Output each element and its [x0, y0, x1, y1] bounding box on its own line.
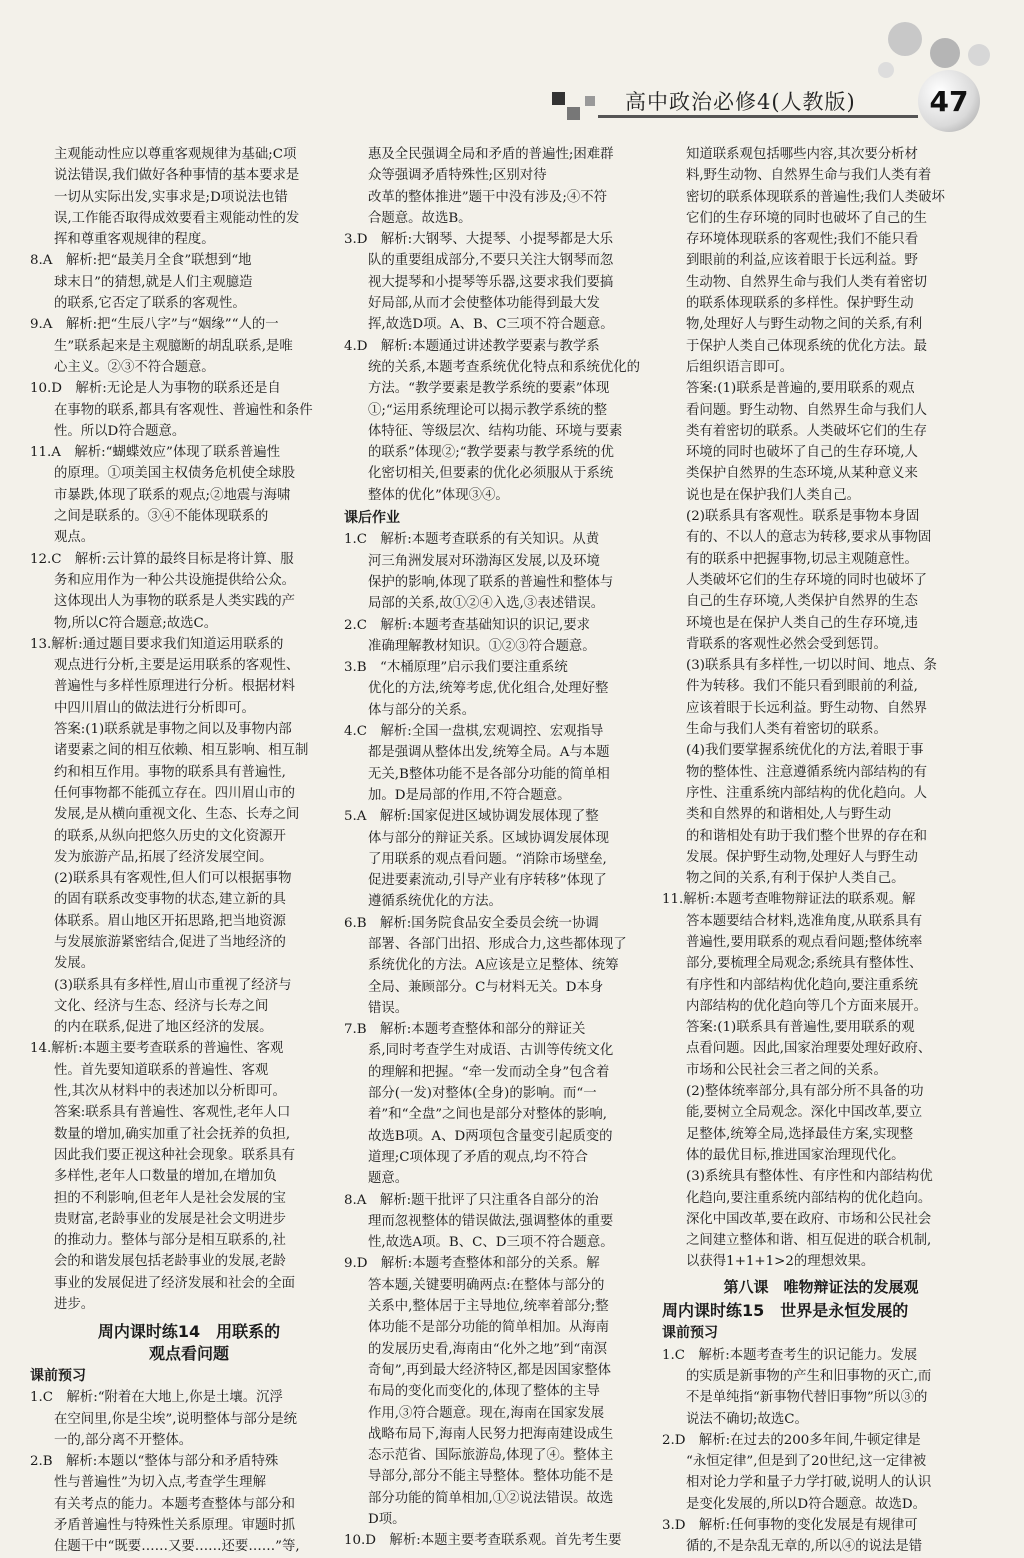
text-line: 4.C 解析:全国一盘棋,宏观调控、宏观指导	[344, 724, 604, 740]
text-line: 因此我们要正视这种社会现象。联系具有	[54, 1147, 296, 1163]
text-line: 序性、注重系统内部结构的优化趋向。人	[686, 785, 928, 801]
text-line: 8.A 解析:题干批评了只注重各自部分的治	[344, 1192, 599, 1208]
text-line: 发展,是从横向重视文化、生态、长寿之间	[54, 807, 300, 823]
text-line: 背联系的客观性必然会受到惩罚。	[686, 636, 887, 652]
text-line: 14.解析:本题主要考查联系的普遍性、客观	[30, 1041, 284, 1057]
text-line: 体与部分的关系。	[368, 702, 476, 718]
text-line: 错误。	[368, 1000, 409, 1016]
answer-text	[662, 506, 980, 655]
text-line: 10.D 解析:本题主要考查联系观。首先考生要	[344, 1533, 622, 1549]
text-line: (3)联系具有多样性,眉山市重视了经济与	[54, 977, 292, 993]
text-line: 发展。保护野生动物,处理好人与野生动	[686, 849, 918, 865]
answer-item	[344, 1019, 662, 1189]
text-line: 关系中,整体居于主导地位,统率着部分;整	[368, 1299, 609, 1315]
text-line: 奇甸”,再到最大经济特区,都是因国家整体	[368, 1362, 611, 1378]
text-line: 性与普遍性”为切入点,考查学生理解	[54, 1475, 266, 1491]
answer-text	[662, 1166, 980, 1272]
text-line: 的实质是新事物的产生和旧事物的灭亡,而	[686, 1368, 932, 1384]
text-line: 7.B 解析:本题考查整体和部分的辩证关	[344, 1022, 586, 1038]
answer-item	[30, 250, 348, 314]
answer-text	[662, 740, 980, 889]
paragraph	[30, 144, 348, 250]
text-line: 的原理。①项美国主权债务危机使全球股	[54, 466, 296, 482]
text-line: 误,工作能否取得成效要看主观能动性的发	[54, 210, 300, 226]
decor-bubble	[930, 38, 960, 68]
answer-item	[30, 1451, 348, 1557]
text-line: 理而忽视整体的错误做法,强调整体的重要	[368, 1213, 614, 1229]
lesson-heading: 第八课 唯物辩证法的发展观	[723, 1277, 919, 1296]
text-line: 性,故选A项。B、C、D三项不符合题意。	[368, 1235, 614, 1251]
answer-item	[30, 634, 348, 719]
decor-square	[585, 96, 595, 106]
text-line: 足整体,统筹全局,选择最佳方案,实现整	[686, 1126, 914, 1142]
text-line: 市场和公民社会三者之间的关系。	[686, 1062, 887, 1078]
text-line: 故选B项。A、D两项包含量变引起质变的	[368, 1128, 613, 1144]
text-line: (2)联系具有客观性。联系是事物本身固	[686, 509, 920, 525]
text-line: ①;“运用系统理论可以揭示教学系统的整	[368, 402, 607, 418]
text-line: (2)联系具有客观性,但人们可以根据事物	[54, 871, 292, 887]
decor-bubble	[888, 22, 922, 56]
text-line: 无关,B整体功能不是各部分功能的简单相	[368, 766, 610, 782]
text-line: 5.A 解析:国家促进区域协调发展体现了整	[344, 809, 599, 825]
text-line: 循的,不是杂乱无章的,所以④的说法是错	[686, 1539, 923, 1555]
text-line: 这体现出人为事物的联系是人类实践的产	[54, 594, 296, 610]
text-line: 10.D 解析:无论是人为事物的联系还是自	[30, 381, 281, 397]
text-line: 的联系,从纵向把悠久历史的文化资源开	[54, 828, 286, 844]
text-line: 生命与我们人类有着密切的联系。	[686, 722, 887, 738]
text-line: 队的重要组成部分,不要只关注大钢琴而忽	[368, 253, 614, 269]
text-line: 与发展旅游紧密结合,促进了当地经济的	[54, 934, 286, 950]
text-line: 部署、各部门出招、形成合力,这些都体现了	[368, 936, 627, 952]
text-line: 在空间里,你是尘埃”,说明整体与部分是统	[54, 1411, 297, 1427]
page-header	[0, 0, 1024, 140]
text-line: 到眼前的利益,应该着眼于长远利益。野	[686, 253, 918, 269]
text-line: 能,要树立全局观念。深化中国改革,要立	[686, 1105, 923, 1121]
text-line: 一的,部分离不开整体。	[54, 1432, 193, 1448]
text-line: 3.B “木桶原理”启示我们要注重系统	[344, 660, 568, 676]
text-line: 战略布局下,海南人民努力把海南建设成生	[368, 1426, 614, 1442]
text-line: 贵财富,老龄事业的发展是社会文明进步	[54, 1211, 286, 1227]
text-line: 部分,要梳理全局观念;系统具有整体性、	[686, 956, 923, 972]
column-1	[30, 144, 348, 1558]
text-line: 视大提琴和小提琴等乐器,这要求我们要搞	[368, 274, 614, 290]
text-line: 密切的联系体现联系的普遍性;我们人类破坏	[686, 189, 945, 205]
text-line: 2.B 解析:本题以“整体与部分和矛盾特殊	[30, 1454, 279, 1470]
text-line: 人类破坏它们的生存环境的同时也破坏了	[686, 572, 928, 588]
answer-item	[344, 1190, 662, 1254]
text-line: 加。D是局部的作用,不符合题意。	[368, 787, 571, 803]
text-line: 进步。	[54, 1297, 95, 1313]
text-line: 以获得1+1+1>2的理想效果。	[686, 1254, 875, 1270]
text-line: 于保护人类自己体现系统的优化方法。最	[686, 338, 928, 354]
text-line: 统的关系,本题考查系统优化特点和系统优化的	[368, 359, 641, 375]
text-line: 类有着密切的联系。人类破坏它们的生存	[686, 423, 928, 439]
text-line: 8.A 解析:把“最美月全食”联想到“地	[30, 253, 252, 269]
text-line: 知道联系观包括哪些内容,其次要分析材	[686, 147, 918, 162]
text-line: 主观能动性应以尊重客观规律为基础;C项	[54, 147, 297, 162]
text-line: 市暴跌,体现了联系的观点;②地震与海啸	[54, 487, 291, 503]
text-line: 性,其次从材料中的表述加以分析即可。	[54, 1084, 286, 1100]
text-line: 在事物的联系,都具有客观性、普遍性和条件	[54, 402, 313, 418]
subsection-label: 课后作业	[344, 510, 400, 527]
text-line: 住题干中“既要……又要……还要……”等,	[54, 1539, 300, 1555]
text-line: 物之间的关系,有利于保护人类自己。	[686, 871, 905, 887]
text-line: 类保护自然界的生态环境,从某种意义来	[686, 466, 918, 482]
text-line: 不是单纯指“新事物代替旧事物”所以③的	[686, 1390, 928, 1406]
text-line: 约和相互作用。事物的联系具有普遍性,	[54, 764, 286, 780]
text-line: 相对论力学和量子力学打破,说明人的认识	[686, 1475, 932, 1491]
text-line: 环境的同时也破坏了自己的生存环境,人	[686, 445, 918, 461]
text-line: 观点。	[54, 530, 95, 546]
text-line: 说也是在保护我们人类自己。	[686, 487, 861, 503]
text-line: 系,同时考查学生对成语、古训等传统文化	[368, 1043, 614, 1059]
text-line: 有关考点的能力。本题考查整体与部分和	[54, 1496, 296, 1512]
text-line: 应该着眼于长远利益。野生动物、自然界	[686, 700, 928, 716]
answer-text	[30, 975, 348, 1039]
text-line: 看问题。野生动物、自然界生命与我们人	[686, 402, 928, 418]
answer-item	[30, 442, 348, 548]
text-line: 类和自然界的和谐相处,人与野生动	[686, 807, 892, 823]
text-line: 11.解析:本题考查唯物辩证法的联系观。解	[662, 892, 916, 908]
text-line: 诸要素之间的相互依赖、相互影响、相互制	[54, 743, 309, 759]
text-line: 着”和“全盘”之间也是部分对整体的影响,	[368, 1107, 608, 1123]
text-line: 1.C 解析:本题考查联系的有关知识。从黄	[344, 532, 600, 548]
text-line: 有的联系中把握事物,切忌主观随意性。	[686, 551, 918, 567]
text-line: 合题意。故选B。	[368, 210, 472, 226]
text-line: 的理解和把握。“牵一发而动全身”包含着	[368, 1064, 610, 1080]
text-line: 3.D 解析:大钢琴、大提琴、小提琴都是大乐	[344, 232, 614, 248]
text-line: (3)系统具有整体性、有序性和内部结构优	[686, 1169, 933, 1185]
text-line: 的发展历史看,海南由“化外之地”到“南溟	[368, 1341, 608, 1357]
text-line: 系统优化的方法。A应该是立足整体、统筹	[368, 958, 619, 974]
answer-item	[662, 1430, 980, 1515]
text-line: 之间是联系的。③④不能体现联系的	[54, 509, 269, 525]
text-line: 任何事物都不能孤立存在。四川眉山市的	[54, 785, 296, 801]
text-line: 务和应用作为一种公共设施提供给公众。	[54, 572, 296, 588]
answer-item	[30, 549, 348, 634]
text-line: 体功能不是部分功能的简单相加。从海南	[368, 1320, 610, 1336]
subsection-label: 课前预习	[30, 1367, 86, 1384]
text-line: 态示范省、国际旅游岛,体现了④。整体主	[368, 1448, 614, 1464]
text-line: 全局、兼顾部分。C与材料无关。D本身	[368, 979, 604, 995]
answer-item	[344, 1253, 662, 1530]
text-line: 好局部,从而才会使整体功能得到最大发	[368, 296, 600, 312]
text-line: (2)整体统率部分,具有部分所不具备的功	[686, 1084, 924, 1100]
text-line: 3.D 解析:任何事物的变化发展是有规律可	[662, 1518, 918, 1533]
text-line: 部分功能的简单相加,①②说法错误。故选	[368, 1490, 614, 1506]
text-line: D项。	[368, 1512, 406, 1527]
text-line: 13.解析:通过题目要求我们知道运用联系的	[30, 636, 284, 652]
text-line: 答案:联系具有普遍性、客观性,老年人口	[54, 1105, 291, 1121]
text-line: 它们的生存环境的同时也破坏了自己的生	[686, 210, 928, 226]
text-line: 性。所以D符合题意。	[54, 423, 186, 439]
text-line: 会的和谐发展包括老龄事业的发展,老龄	[54, 1254, 286, 1270]
answer-item	[344, 913, 662, 1019]
text-line: 生动物、自然界生命与我们人类有着密切	[686, 274, 928, 290]
text-line: 2.C 解析:本题考查基础知识的识记,要求	[344, 617, 591, 633]
text-line: 准确理解教材知识。①②③符合题意。	[368, 638, 596, 654]
text-line: 多样性,老年人口数量的增加,在增加负	[54, 1169, 277, 1185]
text-line: “永恒定律”,但是到了20世纪,这一定律被	[686, 1454, 927, 1470]
text-line: 深化中国改革,要在政府、市场和公民社会	[686, 1211, 932, 1227]
text-line: 导部分,部分不能主导整体。整体功能不是	[368, 1469, 614, 1485]
text-line: 内部结构的优化趋向等几个方面来展开。	[686, 998, 928, 1014]
text-line: 促进要素流动,引导产业有序转移”体现了	[368, 873, 607, 889]
text-line: 体的最优目标,推进国家治理现代化。	[686, 1147, 905, 1163]
text-line: 4.D 解析:本题通过讲述教学要素与教学系	[344, 338, 600, 354]
text-line: 都是强调从整体出发,统筹全局。A与本题	[368, 745, 610, 761]
answer-text	[662, 655, 980, 740]
text-line: 存环境体现联系的客观性;我们不能只看	[686, 232, 919, 248]
paragraph	[344, 144, 662, 229]
text-line: 化趋向,要注重系统内部结构的优化趋向。	[686, 1190, 932, 1206]
text-line: 一切从实际出发,实事求是;D项说法也错	[54, 189, 288, 205]
text-line: 布局的变化而变化的,体现了整体的主导	[368, 1384, 600, 1400]
text-line: 道理;C项体现了矛盾的观点,均不符合	[368, 1149, 588, 1165]
text-line: 6.B 解析:国务院食品安全委员会统一协调	[344, 915, 599, 931]
text-line: 普遍性与多样性原理进行分析。根据材料	[54, 679, 296, 695]
text-line: 物的整体性、注意遵循系统内部结构的有	[686, 764, 928, 780]
text-line: 2.D 解析:在过去的200多年间,牛顿定律是	[662, 1432, 921, 1448]
text-line: 保护的影响,体现了联系的普遍性和整体与	[368, 574, 614, 590]
text-line: 事业的发展促进了经济发展和社会的全面	[54, 1275, 296, 1291]
text-line: 有序性和内部结构优化趋向,要注重系统	[686, 977, 918, 993]
text-line: 点看问题。因此,国家治理要处理好政府、	[686, 1041, 932, 1057]
decor-bubble	[878, 62, 894, 78]
book-title: 高中政治必修4(人教版)	[625, 90, 856, 114]
answer-text	[662, 1081, 980, 1166]
text-line: 改革的整体推进”题干中没有涉及;④不符	[368, 189, 607, 205]
text-line: 发展。	[54, 956, 95, 972]
paragraph	[662, 144, 980, 378]
decor-square	[552, 92, 565, 105]
answer-text	[662, 1017, 980, 1081]
text-line: 1.C 解析:本题考查考生的识记能力。发展	[662, 1347, 918, 1363]
answer-item	[30, 314, 348, 378]
text-line: 后组织语言即可。	[686, 359, 794, 375]
answer-item	[662, 889, 980, 1017]
text-line: 答案:(1)联系就是事物之间以及事物内部	[54, 722, 292, 738]
text-line: 发为旅游产品,拓展了经济发展空间。	[54, 849, 273, 865]
text-line: 优化的方法,统筹考虑,优化组合,处理好整	[368, 681, 609, 697]
text-line: 化密切相关,但要素的优化必须服从于系统	[368, 466, 614, 482]
text-line: 担的不利影响,但老年人是社会发展的宝	[54, 1190, 286, 1206]
text-line: 答案:(1)联系具有普遍性,要用联系的观	[686, 1020, 915, 1036]
text-line: 是变化发展的,所以D符合题意。故选D。	[686, 1496, 926, 1512]
text-line: 方法。“教学要素是教学系统的要素”体现	[368, 381, 610, 397]
text-line: (3)联系具有多样性,一切以时间、地点、条	[686, 658, 937, 674]
text-line: 挥和尊重客观规律的程度。	[54, 232, 215, 248]
subsection-label: 课前预习	[662, 1325, 718, 1342]
answer-item	[344, 1530, 662, 1551]
text-line: 题意。	[368, 1171, 409, 1187]
text-line: 的推动力。整体与部分是相互联系的,社	[54, 1233, 286, 1249]
text-line: 答案:(1)联系是普遍的,要用联系的观点	[686, 381, 915, 397]
answer-text	[30, 719, 348, 868]
text-line: 整体的优化”体现③④。	[368, 487, 509, 503]
answer-item	[344, 229, 662, 335]
text-line: 说法错误,我们做好各种事情的基本要求是	[54, 168, 300, 184]
text-line: 9.A 解析:把“生辰八字”与“姻缘”“人的一	[30, 317, 279, 333]
text-line: 惠及全民强调全局和矛盾的普遍性;困难群	[368, 147, 614, 162]
text-line: 挥,故选D项。A、B、C三项不符合题意。	[368, 317, 614, 333]
answer-item	[662, 1515, 980, 1558]
answer-item	[344, 657, 662, 721]
answer-item	[344, 721, 662, 806]
text-line: 件为转移。我们不能只看到眼前的利益,	[686, 679, 918, 695]
text-line: 体与部分的辩证关系。区域协调发展体现	[368, 830, 610, 846]
text-line: 体特征、等级层次、结构功能、环境与要素	[368, 423, 623, 439]
text-line: 性。首先要知道联系的普遍性、客观	[54, 1062, 269, 1078]
text-line: 数量的增加,确实加重了社会抚养的负担,	[54, 1126, 291, 1142]
section-heading: 周内课时练14 用联系的	[97, 1322, 281, 1342]
text-line: 中四川眉山的做法进行分析即可。	[54, 700, 255, 716]
text-line: 遵循系统优化的方法。	[368, 894, 502, 910]
decor-bubble	[968, 44, 990, 66]
text-line: 答本题要结合材料,选准角度,从联系具有	[686, 913, 923, 929]
text-line: 生”联系起来是主观臆断的胡乱联系,是唯	[54, 338, 293, 354]
answer-text	[662, 378, 980, 506]
text-line: 的联系”体现②;“教学要素与教学系统的优	[368, 445, 614, 461]
text-line: 的内在联系,促进了地区经济的发展。	[54, 1020, 273, 1036]
text-line: 11.A 解析:“蝴蝶效应”体现了联系普遍性	[30, 445, 281, 461]
text-line: 体联系。眉山地区开拓思路,把当地资源	[54, 913, 286, 929]
answer-item	[344, 529, 662, 614]
column-3	[662, 144, 980, 1558]
text-line: 作用,③符合题意。现在,海南在国家发展	[368, 1405, 605, 1421]
text-line: 的联系体现联系的多样性。保护野生动	[686, 296, 914, 312]
text-line: 局部的关系,故①②④入选,③表述错误。	[368, 596, 605, 612]
text-line: 答本题,关键要明确两点:在整体与部分的	[368, 1277, 605, 1293]
text-line: 自己的生存环境,人类保护自然界的生态	[686, 594, 918, 610]
column-2	[344, 144, 662, 1552]
text-line: 心主义。②③不符合题意。	[54, 359, 215, 375]
text-line: 河三角洲发展对环渤海区发展,以及环境	[368, 553, 600, 569]
answer-item	[344, 806, 662, 912]
text-line: 文化、经济与生态、经济与长寿之间	[54, 998, 269, 1014]
text-line: 的和谐相处有助于我们整个世界的存在和	[686, 828, 928, 844]
text-line: 观点进行分析,主要是运用联系的客观性、	[54, 658, 300, 674]
answer-item	[344, 615, 662, 658]
answer-text	[30, 1102, 348, 1315]
text-line: 物,处理好人与野生动物之间的关系,有利	[686, 317, 923, 333]
decor-square	[567, 107, 580, 120]
answer-item	[30, 1387, 348, 1451]
text-line: 众等强调矛盾特殊性;区别对待	[368, 168, 547, 184]
text-line: 物,所以C符合题意;故选C。	[54, 615, 218, 631]
section-heading: 周内课时练15 世界是永恒发展的	[662, 1301, 909, 1321]
text-line: 之间建立整体和谐、相互促进的联合机制,	[686, 1233, 932, 1249]
text-line: 说法不确切;故选C。	[686, 1411, 808, 1427]
text-line: 料,野生动物、自然界生命与我们人类有着	[686, 168, 932, 184]
answer-item	[662, 1345, 980, 1430]
answer-item	[344, 336, 662, 506]
text-line: 普遍性,要用联系的观点看问题;整体统率	[686, 934, 923, 950]
text-line: 环境也是在保护人类自己的生存环境,违	[686, 615, 918, 631]
text-line: 部分(一发)对整体(全身)的影响。而“一	[368, 1086, 597, 1102]
text-line: 了用联系的观点看问题。“消除市场壁垒,	[368, 851, 607, 867]
text-line: 的固有联系改变事物的状态,建立新的具	[54, 892, 286, 908]
text-line: (4)我们要掌握系统优化的方法,着眼于事	[686, 743, 924, 759]
page-number: 47	[918, 70, 980, 132]
text-line: 的联系,它否定了联系的客观性。	[54, 296, 246, 312]
text-line: 有的、不以人的意志为转移,要求从事物固	[686, 530, 932, 546]
text-line: 矛盾普遍性与特殊性关系原理。审题时抓	[54, 1518, 296, 1533]
answer-item	[30, 378, 348, 442]
section-heading: 观点看问题	[148, 1343, 229, 1363]
text-line: 12.C 解析:云计算的最终目标是将计算、服	[30, 551, 294, 567]
text-line: 1.C 解析:“附着在大地上,你是土壤。沉浮	[30, 1390, 283, 1406]
text-line: 9.D 解析:本题考查整体和部分的关系。解	[344, 1256, 600, 1272]
answer-text	[30, 868, 348, 974]
answer-item	[30, 1038, 348, 1102]
text-line: 球末日”的猜想,就是人们主观臆造	[54, 274, 253, 290]
